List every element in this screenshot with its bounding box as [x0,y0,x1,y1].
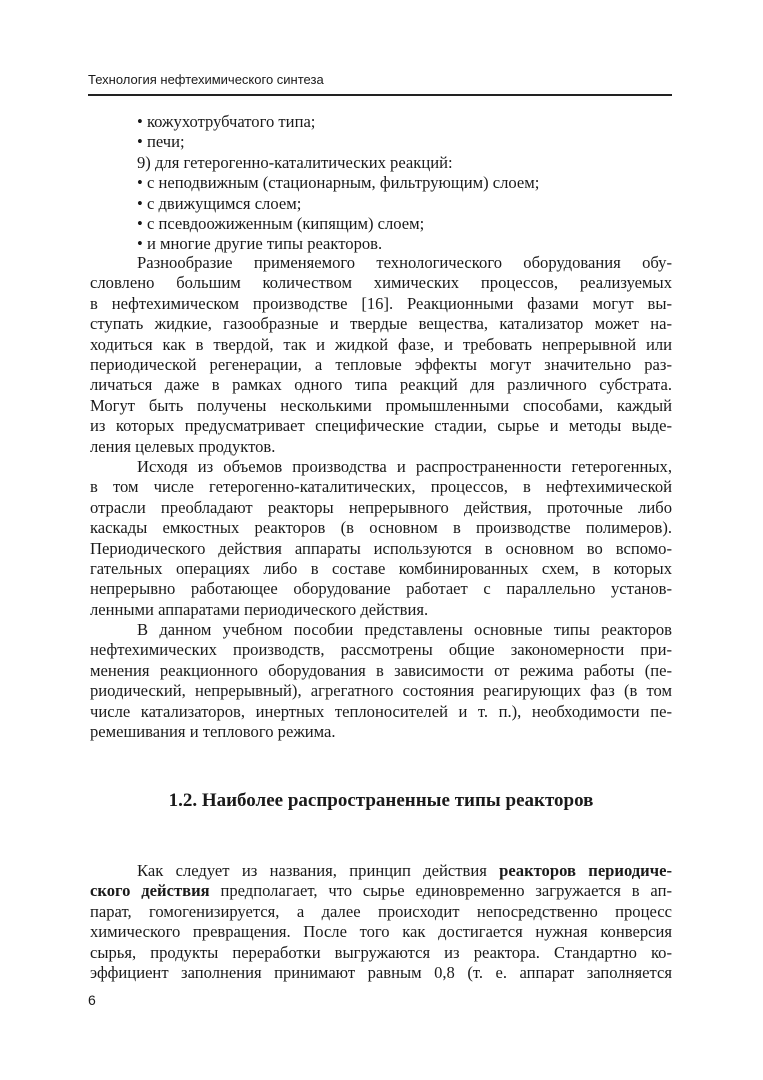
text-span: предполагает, что сырье единовременно загружается в ап- [209,881,672,901]
list-item: 9) для гетерогенно-каталитических реакций: [137,152,453,172]
list-item: • кожухотрубчатого типа; [137,112,316,131]
header-rule [88,94,672,96]
text-line: словлено большим количеством химических процессов, реализуемых [90,273,672,293]
text-line: Периодического действия аппараты используются в основном во вспомо- [90,538,672,558]
bullet-list [90,112,672,255]
section-paragraph [90,861,672,983]
text-line: личаться даже в рамках одного типа реакций для различного субстрата. [90,375,672,395]
text-line: непрерывно работающее оборудование работает с параллельно установ- [90,579,672,599]
text-line: сырья, продукты переработки выгружаются из реактора. Стандартно ко- [90,942,672,962]
text-line: ления целевых продуктов. [90,436,276,456]
bold-term: реакторов периодиче- [499,861,672,880]
text-line: из которых предусматривает специфические стадии, сырье и методы выде- [90,416,672,436]
list-item: • печи; [137,132,185,152]
text-line: отрасли преобладают реакторы непрерывного действия, проточные либо [90,497,672,517]
list-item: • с движущимся слоем; [137,193,302,213]
text-line [90,881,672,901]
text-line: в том числе гетерогенно-каталитических, процессов, в нефтехимической [90,477,672,497]
text-line: риодический, непрерывный), агрегатного состояния реагирующих фаз (в том [90,681,672,701]
text-span: Как следует из названия, принцип действия [137,861,500,880]
running-head: Технология нефтехимического синтеза [88,72,324,87]
text-line: В данном учебном пособии представлены основные типы реакторов [137,620,672,639]
paragraph-2 [90,457,672,620]
list-item: • с неподвижным (стационарным, фильтрующим) слоем; [137,173,540,193]
text-line: эффициент заполнения принимают равным 0,8 (т. е. аппарат заполняется [90,963,672,983]
page-number: 6 [88,992,96,1008]
section-heading: 1.2. Наиболее распространенные типы реакторов [168,790,594,811]
text-line [90,861,672,881]
text-line: химического превращения. После того как достигается нужная конверсия [90,922,672,942]
text-line: Разнообразие применяемого технологического оборудования обу- [137,253,672,272]
text-line: ходиться как в твердой, так и жидкой фазе, и требовать непрерывной или [90,334,672,354]
text-line: периодической регенерации, а тепловые эффекты могут значительно раз- [90,355,672,375]
text-line: в нефтехимическом производстве [16]. Реакционными фазами могут вы- [90,293,672,313]
text-line: Могут быть получены несколькими промышленными способами, каждый [90,395,672,415]
text-line: гательных операциях либо в составе комбинированных схем, в которых [90,559,672,579]
paragraph-1 [90,253,672,457]
text-line: ленными аппаратами периодического действия. [90,599,429,619]
text-line: ремешивания и теплового режима. [90,722,336,742]
list-item: • с псевдоожиженным (кипящим) слоем; [137,214,425,234]
bold-term: ского действия [90,881,210,901]
text-line: Исходя из объемов производства и распространенности гетерогенных, [137,457,672,476]
text-line: парат, гомогенизируется, а далее происходит непосредственно процесс [90,901,672,921]
paragraph-3 [90,620,672,742]
text-line: менения реакционного оборудования в зависимости от режима работы (пе- [90,660,672,680]
list-item: • и многие другие типы реакторов. [137,234,383,254]
text-line: нефтехимических производств, рассмотрены общие закономерности при- [90,640,672,660]
text-line: каскады емкостных реакторов (в основном в производстве полимеров). [90,518,672,538]
text-line: числе катализаторов, инертных теплоносителей и т. п.), необходимости пе- [90,701,672,721]
text-line: ступать жидкие, газообразные и твердые вещества, катализатор может на- [90,314,672,334]
